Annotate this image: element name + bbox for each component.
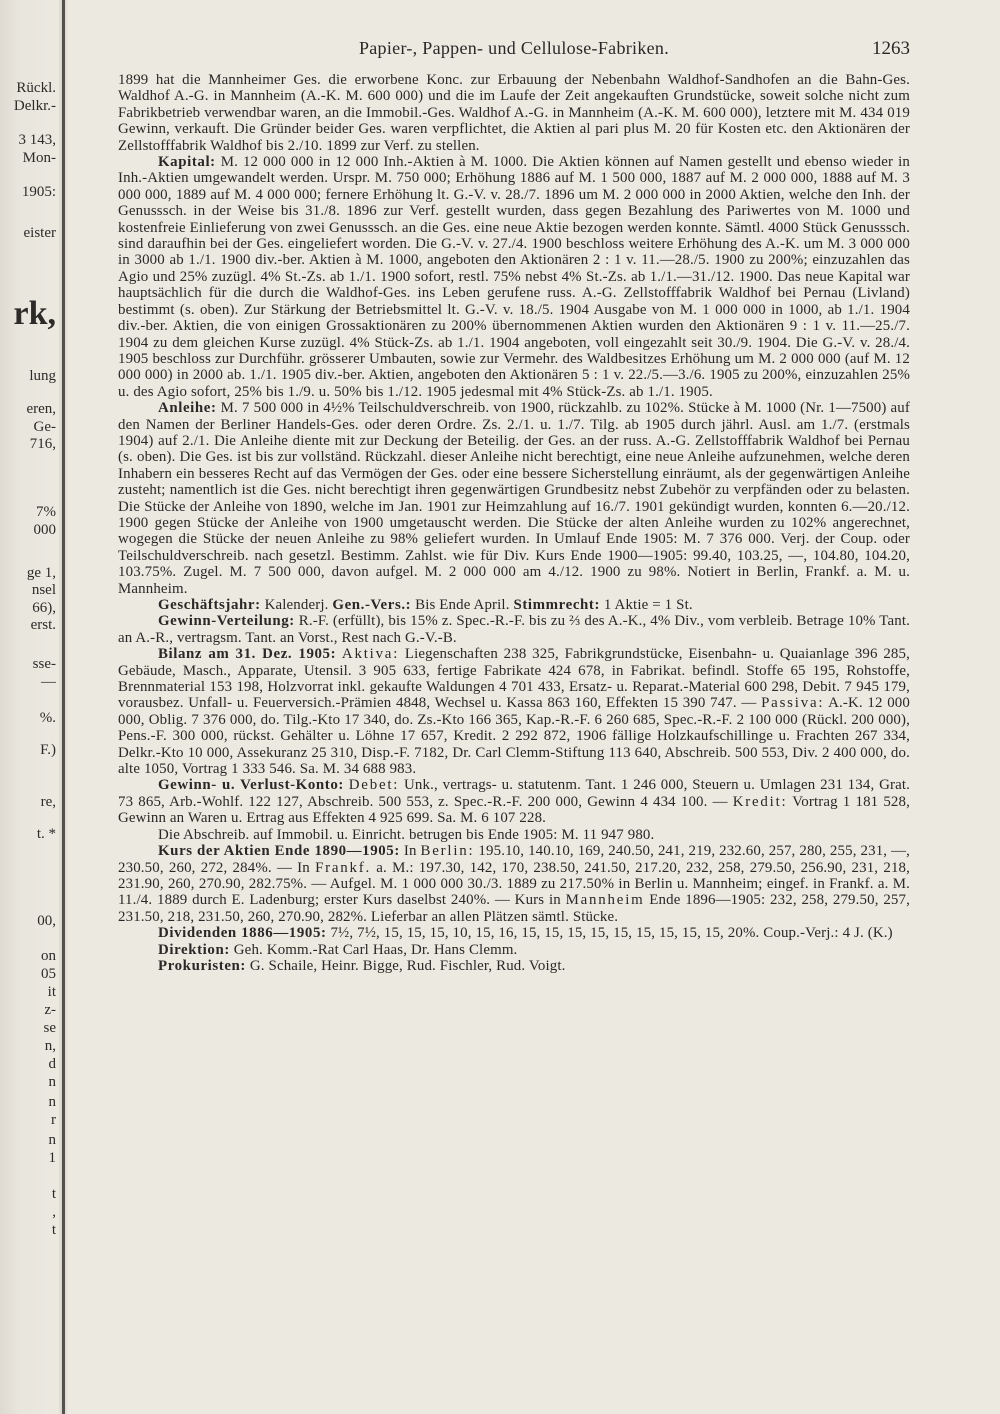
- margin-fragment: n: [48, 1132, 56, 1148]
- section-label-dividenden: Dividenden 1886—1905:: [158, 925, 327, 942]
- intro-paragraph: [118, 72, 910, 154]
- margin-fragment: lung: [29, 368, 56, 384]
- margin-fragment: 3 143,: [18, 132, 56, 148]
- prokuristen-paragraph: [118, 958, 910, 974]
- margin-fragment: rk,: [13, 295, 56, 332]
- margin-fragment: z-: [44, 1002, 56, 1018]
- margin-fragment: ge 1,: [26, 565, 56, 581]
- margin-fragment: eister: [23, 225, 56, 241]
- paragraph-text: 1 Aktie = 1 St.: [603, 597, 693, 613]
- margin-fragment: on: [41, 948, 56, 964]
- section-label-gen-vers: Gen.-Vers.:: [332, 597, 412, 613]
- abschreibungen-paragraph: [118, 827, 910, 843]
- book-gutter-line: [62, 0, 65, 1414]
- mannheim-label: Mannheim: [565, 892, 645, 909]
- paragraph-text: Ende 1896—1905: 232, 258, 279.50, 257, 231.50, 218, 231.50, 260, 270.90, 282%. Lieferbar an allen Plätzen sämtl. Stücke.: [118, 892, 910, 925]
- section-label-bilanz: Bilanz am 31. Dez. 1905:: [158, 646, 337, 663]
- passiva-label: Passiva:: [761, 695, 825, 712]
- margin-fragment: n,: [44, 1038, 56, 1054]
- margin-fragment: 716,: [29, 436, 56, 452]
- margin-fragment: sse-: [32, 656, 56, 672]
- gewinn-verlust-paragraph: [118, 777, 910, 826]
- margin-fragment: 1905:: [21, 184, 56, 200]
- geschaeftsjahr-paragraph: [118, 597, 910, 613]
- margin-fragment: Mon-: [22, 150, 56, 166]
- page-number: 1263: [872, 38, 910, 59]
- section-label-kurs: Kurs der Aktien Ende 1890—1905:: [158, 843, 400, 860]
- margin-fragment: 66),: [32, 600, 56, 616]
- adjacent-page-margin: [0, 0, 56, 1414]
- section-label-anleihe: Anleihe:: [158, 400, 217, 417]
- paragraph-text: R.-F. (erfüllt), bis 15% z. Spec.-R.-F. bis zu ⅔ des A.-K., 4% Div., vom verbleib. Betrage 10% Tant. an A.-R., vertragsm. Tant. an Vorst., Rest nach G.-V.-B.: [118, 613, 910, 646]
- paragraph-text: Unk., vertrags- u. statutenm. Tant. 1 246 000, Steuern u. Umlagen 231 134, Grat. 73 865, Arb.-Wohlf. 122 127, Abschreib. 500 553, z. Spec.-R.-F. 200 000, Gewinn 4 434 100. —: [118, 777, 911, 810]
- paragraph-text: Geh. Komm.-Rat Carl Haas, Dr. Hans Clemm.: [233, 941, 518, 958]
- margin-fragment: n: [48, 1074, 56, 1090]
- margin-fragment: 1: [48, 1150, 56, 1166]
- paragraph-text: M. 7 500 000 in 4½% Teilschuldverschreib. von 1900, rückzahlb. zu 102%. Stücke à M. 1000 (Nr. 1—7500) auf den Namen der Berliner Handels-Ges. oder deren Ordre. Zs. 2./1. u. 1./7. Tilg. ab 1905 durch jährl. Ausl. am 1./7. (erstmals 1904) auf 2./1. Die Anleihe diente mit zur Deckung der Beteilig. der Ges. an der russ. A.-G. Zellstofffabrik Waldhof bei Pernau (s. oben). Die Ges. ist bis zur vollständ. Rückzahl. dieser Anleihe nicht berechtigt, eine neue Anleihe aufzunehmen, welche deren Inhabern ein besseres Recht auf das Vermögen der Ges. oder eine bessere Sicherstellung einräumt, als der gegenwärtigen Anleihe zusteht; namentlich ist die Ges. nicht berechtigt ihren gegenwärtigen Grundbesitz nebst Zubehör zu verpfänden oder zu belasten. Die Stücke der Anleihe von 1890, welche im Jan. 1901 zur Heimzahlung auf 16./7. 1901 gekündigt wurden, konnten 6.—20./12. 1900 gegen Stücke der Anleihe von 1900 umgetauscht werden. Die Stücke der alten Anleihe wurden zu 102% angerechnet, wogegen die Stücke der neuen Anleihe zu 98% geliefert wurden. In Umlauf Ende 1905: M. 7 376 000. Verj. der Coup. oder Teilschuldverschreib. nach gesetzl. Bestimm. Zahlst. wie für Div. Kurs Ende 1900—1905: 99.40, 103.25, —, 104.80, 104.20, 103.75%. Zugel. M. 7 500 000, davon aufgel. M. 2 000 000 am 4./12. 1900 zu 98%. Notiert in Berlin, Frankf. a. M. u. Mannheim.: [118, 400, 911, 597]
- margin-fragment: ,: [52, 1204, 56, 1220]
- margin-fragment: t: [51, 1186, 56, 1202]
- debet-label: Debet:: [348, 777, 400, 794]
- dividenden-paragraph: [118, 925, 910, 941]
- section-label-direktion: Direktion:: [158, 941, 230, 958]
- paragraph-text: 195.10, 140.10, 169, 240.50, 241, 219, 232.60, 257, 280, 255, 231, —, 230.50, 260, 272, 284%. — In: [118, 843, 911, 876]
- paragraph-text: 7½, 7½, 15, 15, 15, 10, 15, 16, 15, 15, 15, 15, 15, 15, 15, 15, 15, 20%. Coup.-Verj.: 4 J. (K.): [330, 925, 893, 942]
- margin-fragment: Delkr.-: [13, 98, 56, 114]
- kurs-paragraph: [118, 843, 910, 925]
- anleihe-paragraph: [118, 400, 910, 597]
- section-label-gewinn-verlust: Gewinn- u. Verlust-Konto:: [158, 777, 344, 794]
- margin-fragment: n: [48, 1094, 56, 1110]
- margin-fragment: erst.: [30, 617, 56, 633]
- margin-fragment: t. *: [36, 826, 56, 842]
- direktion-paragraph: [118, 942, 910, 958]
- aktiva-label: Aktiva:: [341, 646, 400, 663]
- margin-fragment: 000: [33, 522, 56, 538]
- section-label-geschaeftsjahr: Geschäftsjahr:: [158, 597, 261, 613]
- paragraph-text: A.-K. 12 000 000, Oblig. 7 376 000, do. Tilg.-Kto 17 340, do. Zs.-Kto 166 365, Kap.-R.-F. 6 260 685, Spec.-R.-F. 2 100 000 (Rückl. 200 000), Pens.-F. 300 000, rückst. Gehälter u. Löhne 17 657, Kredit. 2 292 872, 1906 fällige Holzkaufschillinge u. Frachten 267 334, Delkr.-Kto 10 000, Assekuranz 25 310, Disp.-F. 7182, Dr. Carl Clemm-Stiftung 113 640, Abschreib. 500 553, Div. 2 400 000, do. alte 1050, Vortrag 1 333 546. Sa. M. 34 688 983.: [118, 695, 911, 778]
- margin-fragment: 05: [41, 966, 56, 982]
- paragraph-text: Vortrag 1 181 528, Gewinn an Waren u. Ertrag aus Effekten 4 925 699. Sa. M. 6 107 228.: [118, 793, 910, 827]
- paragraph-text: a. M.: 197.30, 142, 170, 238.50, 241.50, 217.20, 232, 258, 279.50, 256.90, 231, 218, 231.90, 260, 270.90, 282.75%. — Aufgel. M. 1 000 000 30./3. 1889 zu 217.50% in Berlin u. Mannheim; eingef. in Frankf. a. M. 11./4. 1889 durch E. Ladenburg; erster Kurs daselbst 240%. — Kurs in: [118, 859, 911, 909]
- page-header: [118, 38, 910, 62]
- berlin-label: Berlin:: [420, 843, 475, 860]
- section-label-kapital: Kapital:: [158, 154, 216, 171]
- margin-fragment: eren,: [26, 401, 56, 417]
- margin-fragment: se: [43, 1020, 56, 1036]
- section-label-prokuristen: Prokuristen:: [158, 957, 246, 974]
- section-label-stimmrecht: Stimmrecht:: [513, 597, 601, 613]
- margin-fragment: F.): [40, 742, 56, 758]
- section-label-gewinn-verteilung: Gewinn-Verteilung:: [158, 613, 295, 630]
- margin-fragment: 7%: [36, 504, 56, 520]
- paragraph-text: Liegenschaften 238 325, Fabrikgrundstücke, Eisenbahn- u. Quaianlage 396 285, Gebäude, Masch., Apparate, Utensil. 3 905 633, fertige Fabrikate 424 678, in Fabrikat. befindl. Stoffe 65 195, Rohstoffe, Brennmaterial 153 198, Holzvorrat inkl. gekaufte Waldungen 4 701 433, Ersatz- u. Reparat.-Material 600 298, Debit. 7 945 179, vorausbez. Unfall- u. Feuerversich.-Prämien 4848, Wechsel u. Kassa 863 160, Effekten 15 390 747. —: [118, 646, 910, 712]
- margin-fragment: d: [48, 1056, 56, 1072]
- paragraph-text: G. Schaile, Heinr. Bigge, Rud. Fischler, Rud. Voigt.: [249, 957, 566, 974]
- gewinn-verteilung-paragraph: [118, 613, 910, 646]
- paragraph-text: In: [403, 843, 417, 860]
- paragraph-text: Kalenderj.: [264, 597, 329, 613]
- article-body: [118, 72, 910, 974]
- paragraph-text: 1899 hat die Mannheimer Ges. die erworbene Konc. zur Erbauung der Nebenbahn Waldhof-Sandhofen an die Bahn-Ges. Waldhof A.-G. in Mannheim (A.-K. M. 600 000) und die im Laufe der Zeit angekauften Grundstücke, soweit solche nicht zum Fabrikbetrieb verwendbar waren, an die Immobil.-Ges. Waldhof A.-G. in Mannheim (A.-K. M. 600 000), letztere mit M. 434 019 Gewinn, verkauft. Die Gründer beider Ges. waren verpflichtet, die Aktien al pari plus M. 20 für Kosten etc. den Aktionären der Zellstofffabrik Waldhof bis 2./10. 1899 zur Verf. zu stellen.: [118, 72, 910, 154]
- margin-fragment: Rückl.: [16, 80, 56, 96]
- frankfurt-label: Frankf.: [315, 859, 372, 876]
- margin-fragment: t: [51, 1222, 56, 1238]
- kapital-paragraph: [118, 154, 910, 400]
- margin-fragment: re,: [40, 794, 56, 810]
- bilanz-paragraph: [118, 646, 910, 777]
- margin-fragment: 00,: [37, 913, 56, 929]
- margin-fragment: Ge-: [33, 419, 56, 435]
- running-title: Papier-, Pappen- und Cellulose-Fabriken.: [358, 38, 670, 58]
- margin-fragment: nsel: [31, 582, 56, 598]
- margin-fragment: %.: [39, 710, 56, 726]
- paragraph-text: Die Abschreib. auf Immobil. u. Einricht. betrugen bis Ende 1905: M. 11 947 980.: [158, 826, 655, 843]
- paragraph-text: Bis Ende April.: [415, 597, 510, 613]
- margin-fragment: —: [41, 674, 56, 690]
- margin-fragment: r: [51, 1112, 56, 1128]
- margin-fragment: it: [47, 984, 56, 1000]
- paragraph-text: M. 12 000 000 in 12 000 Inh.-Aktien à M. 1000. Die Aktien können auf Namen gestellt und ebenso wieder in Inh.-Aktien umgewandelt werden. Urspr. M. 750 000; Erhöhung 1886 auf M. 1 500 000, 1887 auf M. 2 000 000, 1888 auf M. 3 000 000, 1889 auf M. 4 000 000; fernere Erhöhung lt. G.-V. v. 28./7. 1896 um M. 2 000 000 in 2000 Aktien, welche den Inh. der Genusssch. in der Weise bis 31./8. 1896 zur Verf. gestellt wurden, dass gegen Bezahlung des Pariwertes von M. 1000 und kostenfreie Einlieferung von zwei Genusssch. an die Ges. eine neue Aktie bezogen werden konnte. Sämtl. 4000 Stück Genusssch. sind daraufhin bei der Ges. eingeliefert worden. Die G.-V. v. 27./4. 1900 beschloss weitere Erhöhung des A.-K. um M. 3 000 000 in 3000 ab 1./1. 1900 div.-ber. Aktien à M. 1000, angeboten den Aktionären 2 : 1 v. 11.—28./5. 1900 zu 200%; einzuzahlen das Agio und 25% zuzügl. 4% St.-Zs. ab 1./1. 1900 sofort, restl. 75% nebst 4% St.-Zs. ab 1./1.—31./12. 1900. Das neue Kapital war hauptsächlich für die durch die Waldhof-Ges. ins Leben gerufene russ. A.-G. Zellstofffabrik Waldhof bei Pernau (Livland) bestimmt (s. oben). Zur Stärkung der Betriebsmittel lt. G.-V. v. 18./5. 1904 Ausgabe von M. 1 000 000 in 1000, ab 1./1. 1904 div.-ber. Aktien, die von einigen Grossaktionären zu 200% übernommenen Aktien wurden den Aktionären 9 : 1 v. 11.—25./7. 1904 zu dem gleichen Kurse zuzügl. 4% Stück-Zs. ab 1./1. 1904 angeboten, voll eingezahlt seit 30./9. 1904. Die G.-V. v. 28./4. 1905 beschloss zur Durchführ. grösserer Umbauten, sowie zur Vermehr. des Waldbesitzes Erhöhung um M. 2 000 000 (auf M. 12 000 000) in 2000 ab. 1./1. 1905 div.-ber. Aktien, angeboten den Aktionären 5 : 1 v. 22./5.—3./6. 1905 zu 200%, einzuzahlen 25% u. des Agio sofort, 25% bis 1./9. u. 50% bis 1./12. 1905 jedesmal mit 4% Stück-Zs. ab 1./1. 1905.: [118, 154, 910, 400]
- kredit-label: Kredit:: [732, 793, 788, 810]
